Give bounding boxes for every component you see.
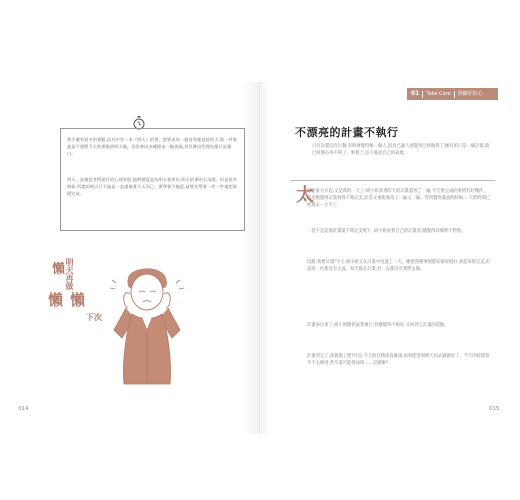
- intro-paragraph: 只有計畫沒有行動,有時會覺得像一個人,因為已讓人感覺到已經做到了,擁有的只是一個計畫,就已經開心得不得了。事實上,是不滿意自己的表現。: [312, 144, 490, 157]
- chapter-header: [407, 88, 498, 100]
- page-number-left: 014: [18, 406, 29, 412]
- chapter-subtitle: 照顧你的心: [457, 91, 483, 97]
- body-paragraph: 計畫表出來了,胡小姐開始試著執行,但總覺得不夠好,又回到了計畫的起點。: [307, 323, 449, 328]
- scribble-text: 懶: [48, 291, 64, 309]
- scribble-text: 懶: [70, 291, 86, 309]
- body-paragraph: 陽從東方升起,又是新的一天了!胡小姐拿著昨天的計畫書看了一遍,今天要完成的事情有好幾件。但是她覺得計畫寫得不夠完美,於是又重新修改了一遍又一遍。等到覺得滿意的時候,一天的時間已經過去一大半了。: [307, 189, 491, 209]
- scribble-text: 下次: [86, 313, 102, 322]
- body-paragraph: 計畫列完了,該實施了吧?可是,今天的任務還真麻煩,如果能等到明天再去做就好了。今天的時間似乎不太夠用,甚至還可能得加班……怎麼辦?: [307, 354, 490, 367]
- scribble-text: 懶: [52, 262, 66, 277]
- header-separator: [454, 91, 455, 98]
- scribble-text: 明天再做: [65, 258, 74, 290]
- drop-cap: 太: [296, 185, 314, 206]
- stressed-man-illustration: [92, 262, 202, 387]
- body-paragraph: 「是不是這個計畫還不夠完美呢?」胡小姐看著自己的計畫書,總覺得有哪裡不對勁。: [307, 229, 466, 234]
- divider: [290, 180, 495, 181]
- box-paragraph: 我手邊有很多的書籍,而其中有一本《明天》的書。想要成為一個沒有拖延症的人,第一件事就是不要將今天的事拖到明天做。常常會因各種理由一拖再拖,但其實這些理由都只是藉口。: [67, 137, 238, 157]
- chapter-number: 01: [411, 90, 420, 97]
- gutter-shadow-right: [260, 82, 270, 434]
- gutter-shadow-left: [243, 82, 259, 434]
- chapter-label: Take Care: [426, 91, 451, 97]
- page-number-right: 015: [489, 406, 500, 412]
- box-paragraph: 明天、是拖延者們最好的心理安慰,他們總是認為明天會更好,明天的事明天再說。但是很多時候,所謂的明天只不過是一直重複著今天而已。要學會不拖延,就要先學會一件一件地把事情完成。: [67, 177, 238, 197]
- header-separator: [422, 91, 423, 98]
- chapter-title: 不漂亮的計畫不執行: [295, 126, 399, 139]
- body-paragraph: 沒錯,我要計畫!今天,胡小姐又在計畫中度過了一天。她把各種事情都安排得很好,看起來很完美,但是卻一件都沒有完成。每天都在計畫,但一直都沒有實際去做。: [307, 260, 491, 273]
